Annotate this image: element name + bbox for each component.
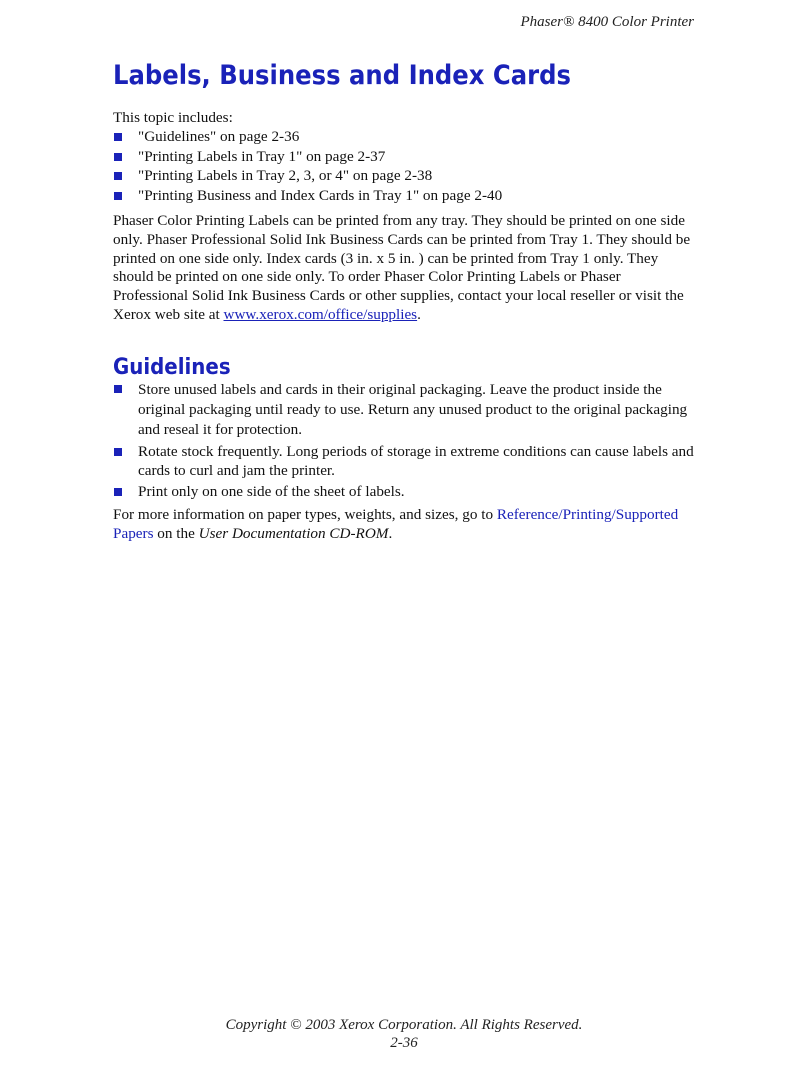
guidelines-heading: Guidelines <box>113 354 231 380</box>
copyright-notice: Copyright © 2003 Xerox Corporation. All Rights Reserved. <box>225 1017 583 1033</box>
square-bullet-icon <box>114 448 122 456</box>
guidelines-list <box>113 380 698 502</box>
supplies-link[interactable]: www.xerox.com/office/supplies <box>223 305 418 323</box>
list-item <box>113 380 698 440</box>
page-title: Labels, Business and Index Cards <box>113 60 572 91</box>
body-paragraph <box>113 212 698 325</box>
paragraph-end: . <box>417 305 421 323</box>
guideline-text: Rotate stock frequently. Long periods of storage in extreme conditions can cause labels and cards to curl and jam the printer. <box>138 442 694 479</box>
list-item[interactable] <box>113 128 698 147</box>
more-info-prefix: For more information on paper types, weights, and sizes, go to <box>113 506 497 524</box>
topic-link[interactable]: "Printing Labels in Tray 1" on page 2-37 <box>138 147 386 165</box>
list-item <box>113 443 698 481</box>
list-item[interactable] <box>113 187 698 206</box>
list-item <box>113 483 698 502</box>
page-content <box>113 60 698 544</box>
intro-text: This topic includes: <box>113 109 233 126</box>
topic-list <box>113 128 698 206</box>
page-footer <box>0 1016 808 1052</box>
topic-link[interactable]: "Printing Business and Index Cards in Tray 1" on page 2-40 <box>138 187 503 205</box>
square-bullet-icon <box>114 385 122 393</box>
guideline-text: Print only on one side of the sheet of labels. <box>138 483 405 501</box>
supported-papers-link[interactable]: Reference/Printing/Supported Papers <box>113 506 679 542</box>
list-item[interactable] <box>113 148 698 167</box>
square-bullet-icon <box>114 192 122 200</box>
list-item[interactable] <box>113 167 698 186</box>
square-bullet-icon <box>114 133 122 141</box>
square-bullet-icon <box>114 488 122 496</box>
cd-rom-title: User Documentation CD-ROM <box>198 524 389 542</box>
paragraph-text: Phaser Color Printing Labels can be printed from any tray. They should be printed on one side only. Phaser Professional Solid Ink Business Cards can be printed from Tray 1. They should be printed on one side only. Index cards (3 in. x 5 in. ) can be printed from Tray 1 only. They should be printed on one side only. To order Phaser Color Printing Labels or Phaser Professional Solid Ink Business Cards or other supplies, contact your local reseller or visit the Xerox web site at <box>113 211 691 323</box>
page-number: 2-36 <box>390 1035 418 1051</box>
topic-link[interactable]: "Guidelines" on page 2-36 <box>138 127 300 145</box>
guideline-text: Store unused labels and cards in their original packaging. Leave the product inside the original packaging until ready to use. Return any unused product to the original packaging and reseal it for protection. <box>138 380 688 438</box>
more-info-paragraph <box>113 506 698 544</box>
more-info-mid: on the <box>153 524 199 542</box>
running-header: Phaser® 8400 Color Printer <box>520 14 694 30</box>
square-bullet-icon <box>114 153 122 161</box>
square-bullet-icon <box>114 172 122 180</box>
more-info-end: . <box>388 524 393 542</box>
topic-link[interactable]: "Printing Labels in Tray 2, 3, or 4" on page 2-38 <box>138 167 433 185</box>
